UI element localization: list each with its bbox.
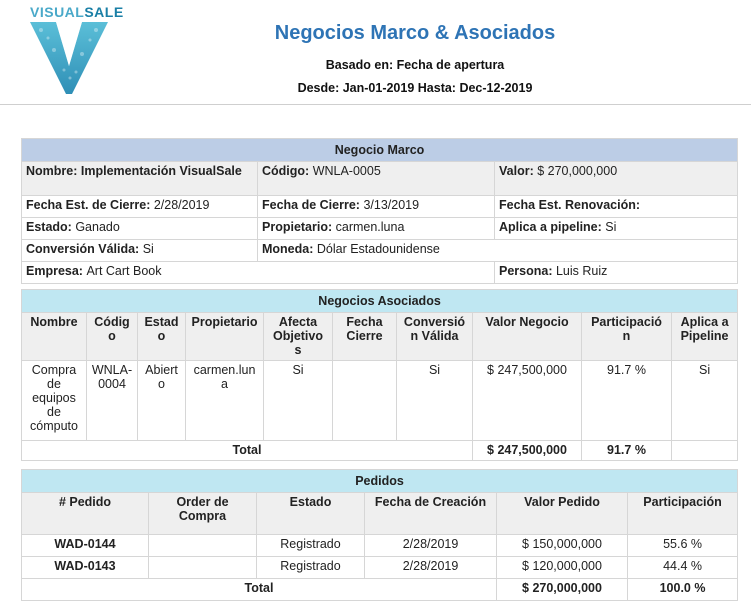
col-orden-compra: Order de Compra (149, 493, 257, 535)
table-row (22, 557, 738, 579)
cell-estado: Registrado (257, 535, 365, 557)
total-participacion: 91.7 % (582, 441, 672, 461)
estado-cell: Estado: Ganado (22, 218, 258, 240)
col-aplica-pipeline: Aplica a Pipeline (672, 313, 738, 361)
logo-v-icon (26, 4, 112, 96)
empresa-cell: Empresa: Art Cart Book (22, 262, 495, 284)
col-valor-negocio: Valor Negocio (473, 313, 582, 361)
negocio-marco-header: Negocio Marco (22, 139, 738, 162)
col-nombre: Nombre (22, 313, 87, 361)
table-row (22, 361, 738, 441)
table-row (22, 535, 738, 557)
col-afecta-objetivos: Afecta Objetivo s (264, 313, 333, 361)
report-basis: Basado en: Fecha de apertura (325, 58, 505, 72)
negocios-asociados-table (21, 289, 738, 461)
col-valor-pedido: Valor Pedido (497, 493, 628, 535)
cell-valor: $ 247,500,000 (473, 361, 582, 441)
cell-pedido: WAD-0143 (22, 557, 149, 579)
cell-conversion: Si (397, 361, 473, 441)
col-participacion: Participació n (582, 313, 672, 361)
fecha-cierre-cell: Fecha de Cierre: 3/13/2019 (258, 196, 495, 218)
col-codigo: Códig o (87, 313, 138, 361)
codigo-cell: Código: WNLA-0005 (258, 162, 495, 196)
negocio-marco-table (21, 138, 738, 284)
nombre-cell: Nombre: Implementación VisualSale (22, 162, 258, 196)
col-pedido: # Pedido (22, 493, 149, 535)
col-conversion-valida: Conversió n Válida (397, 313, 473, 361)
cell-estado: Abiert o (138, 361, 186, 441)
cell-estado: Registrado (257, 557, 365, 579)
cell-participacion: 44.4 % (628, 557, 738, 579)
propietario-cell: Propietario: carmen.luna (258, 218, 495, 240)
report-title: Negocios Marco & Asociados (274, 22, 556, 44)
cell-fecha: 2/28/2019 (365, 557, 497, 579)
col-estado: Estado (257, 493, 365, 535)
pedidos-table (21, 469, 738, 601)
negocios-asociados-header: Negocios Asociados (22, 290, 738, 313)
cell-orden (149, 535, 257, 557)
moneda-cell: Moneda: Dólar Estadounidense (258, 240, 738, 262)
col-fecha-creacion: Fecha de Creación (365, 493, 497, 535)
pedidos-header: Pedidos (22, 470, 738, 493)
total-participacion: 100.0 % (628, 579, 738, 601)
fecha-renovacion-cell: Fecha Est. Renovación: (495, 196, 738, 218)
cell-pedido: WAD-0144 (22, 535, 149, 557)
header-divider (0, 104, 751, 105)
col-propietario: Propietario (186, 313, 264, 361)
valor-cell: Valor: $ 270,000,000 (495, 162, 738, 196)
col-fecha-cierre: Fecha Cierre (333, 313, 397, 361)
total-row (22, 441, 738, 461)
cell-valor: $ 120,000,000 (497, 557, 628, 579)
logo-text: VISUALSALE (30, 4, 124, 20)
aplica-pipeline-cell: Aplica a pipeline: Si (495, 218, 738, 240)
cell-fecha-cierre (333, 361, 397, 441)
total-valor: $ 270,000,000 (497, 579, 628, 601)
cell-aplica: Si (672, 361, 738, 441)
cell-participacion: 55.6 % (628, 535, 738, 557)
cell-nombre: Compra de equipos de cómputo (22, 361, 87, 441)
conversion-valida-cell: Conversión Válida: Si (22, 240, 258, 262)
cell-afecta: Si (264, 361, 333, 441)
cell-valor: $ 150,000,000 (497, 535, 628, 557)
visualsale-logo (26, 4, 124, 96)
cell-orden (149, 557, 257, 579)
col-participacion: Participación (628, 493, 738, 535)
col-estado: Estad o (138, 313, 186, 361)
persona-cell: Persona: Luis Ruiz (495, 262, 738, 284)
cell-codigo: WNLA- 0004 (87, 361, 138, 441)
cell-participacion: 91.7 % (582, 361, 672, 441)
cell-propietario: carmen.lun a (186, 361, 264, 441)
fecha-est-cierre-cell: Fecha Est. de Cierre: 2/28/2019 (22, 196, 258, 218)
total-valor: $ 247,500,000 (473, 441, 582, 461)
report-date-range: Desde: Jan-01-2019 Hasta: Dec-12-2019 (297, 81, 533, 95)
total-label: Total (22, 441, 473, 461)
total-row (22, 579, 738, 601)
total-label: Total (22, 579, 497, 601)
cell-fecha: 2/28/2019 (365, 535, 497, 557)
